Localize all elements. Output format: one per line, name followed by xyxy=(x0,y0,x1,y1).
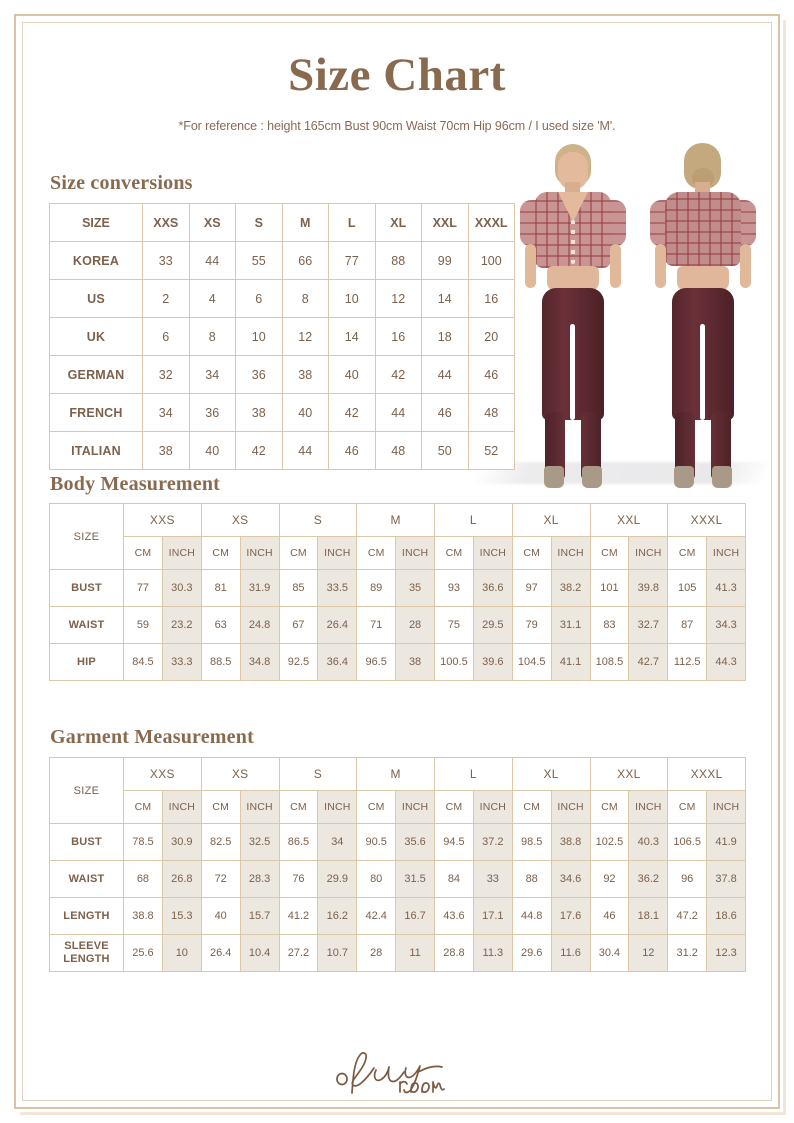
cell: 31.1 xyxy=(551,607,590,644)
forearm-left xyxy=(525,244,536,288)
cell: 24.8 xyxy=(240,607,279,644)
cell: 26.4 xyxy=(201,935,240,972)
unit-header-xxxl-inch: INCH xyxy=(707,791,746,824)
cell: 79 xyxy=(512,607,551,644)
cell: 12 xyxy=(375,280,422,318)
table-header-row-sizes xyxy=(50,504,746,537)
cell: 34 xyxy=(189,356,236,394)
cell: 38 xyxy=(282,356,329,394)
page-title: Size Chart xyxy=(288,49,506,101)
cell: 46 xyxy=(468,356,515,394)
cell: 40 xyxy=(201,898,240,935)
table-row xyxy=(50,356,515,394)
cell: 6 xyxy=(236,280,283,318)
cell: 25.6 xyxy=(124,935,163,972)
cell: 97 xyxy=(512,570,551,607)
unit-header-xxxl-cm: CM xyxy=(668,537,707,570)
cell: 59 xyxy=(124,607,163,644)
cell: 14 xyxy=(422,280,469,318)
cell: 96.5 xyxy=(357,644,396,681)
column-header-xxxl: XXXL xyxy=(668,504,746,537)
cell: 38 xyxy=(143,432,190,470)
cell: 55 xyxy=(236,242,283,280)
cell: 6 xyxy=(143,318,190,356)
unit-header-l-inch: INCH xyxy=(473,791,512,824)
cell: 11 xyxy=(396,935,435,972)
body-measurement-table xyxy=(49,503,746,681)
cell: 76 xyxy=(279,861,318,898)
unit-header-xxxl-inch: INCH xyxy=(707,537,746,570)
column-header-xxs: XXS xyxy=(124,504,202,537)
unit-header-m-inch: INCH xyxy=(396,791,435,824)
unit-header-xxs-cm: CM xyxy=(124,537,163,570)
cell: 11.6 xyxy=(551,935,590,972)
button-placket xyxy=(571,220,575,264)
cell: 88.5 xyxy=(201,644,240,681)
cell: 10.4 xyxy=(240,935,279,972)
cell: 46 xyxy=(590,898,629,935)
size-conversions-table xyxy=(49,203,515,470)
cell: 30.9 xyxy=(162,824,201,861)
cell: 92 xyxy=(590,861,629,898)
column-header-xs: XS xyxy=(201,504,279,537)
cell: 26.8 xyxy=(162,861,201,898)
column-header-m: M xyxy=(282,204,329,242)
cell: 98.5 xyxy=(512,824,551,861)
cell: 94.5 xyxy=(435,824,474,861)
cell: 33 xyxy=(473,861,512,898)
cell: 106.5 xyxy=(668,824,707,861)
unit-header-xl-cm: CM xyxy=(512,791,551,824)
table-body xyxy=(50,242,515,470)
cell: 41.9 xyxy=(707,824,746,861)
unit-header-xxl-inch: INCH xyxy=(629,537,668,570)
unit-header-xxl-inch: INCH xyxy=(629,791,668,824)
unit-header-s-cm: CM xyxy=(279,791,318,824)
cell: 36.2 xyxy=(629,861,668,898)
cell: 43.6 xyxy=(435,898,474,935)
cell: 48 xyxy=(375,432,422,470)
cell: 42.7 xyxy=(629,644,668,681)
table-row xyxy=(50,570,746,607)
cell: 33 xyxy=(143,242,190,280)
column-header-xxs: XXS xyxy=(124,758,202,791)
unit-header-l-inch: INCH xyxy=(473,537,512,570)
cell: 39.8 xyxy=(629,570,668,607)
unit-header-xxs-inch: INCH xyxy=(162,791,201,824)
cell: 89 xyxy=(357,570,396,607)
cell: 108.5 xyxy=(590,644,629,681)
column-header-xl: XL xyxy=(375,204,422,242)
cell: 40.3 xyxy=(629,824,668,861)
cell: 32.7 xyxy=(629,607,668,644)
cell: 14 xyxy=(329,318,376,356)
cell: 10 xyxy=(162,935,201,972)
cell: 39.6 xyxy=(473,644,512,681)
cell: 16 xyxy=(375,318,422,356)
row-label-french: FRENCH xyxy=(50,394,143,432)
cell: 38.8 xyxy=(551,824,590,861)
cell: 50 xyxy=(422,432,469,470)
cell: 71 xyxy=(357,607,396,644)
cell: 32 xyxy=(143,356,190,394)
cell: 93 xyxy=(435,570,474,607)
cell: 40 xyxy=(189,432,236,470)
cell: 15.3 xyxy=(162,898,201,935)
unit-header-m-cm: CM xyxy=(357,537,396,570)
cell: 87 xyxy=(668,607,707,644)
forearm-right xyxy=(610,244,621,288)
cell: 40 xyxy=(282,394,329,432)
cell: 31.5 xyxy=(396,861,435,898)
cell: 34.8 xyxy=(240,644,279,681)
cell: 38.2 xyxy=(551,570,590,607)
cell: 26.4 xyxy=(318,607,357,644)
cell: 33.5 xyxy=(318,570,357,607)
cell: 44 xyxy=(422,356,469,394)
garment-measurement-table xyxy=(49,757,746,972)
cell: 46 xyxy=(329,432,376,470)
column-header-size: SIZE xyxy=(50,504,124,570)
cell: 10 xyxy=(236,318,283,356)
cell: 18.1 xyxy=(629,898,668,935)
row-label-italian: ITALIAN xyxy=(50,432,143,470)
cell: 102.5 xyxy=(590,824,629,861)
cell: 37.8 xyxy=(707,861,746,898)
cell: 18.6 xyxy=(707,898,746,935)
cell: 37.2 xyxy=(473,824,512,861)
cell: 85 xyxy=(279,570,318,607)
unit-header-xxs-cm: CM xyxy=(124,791,163,824)
cell: 46 xyxy=(422,394,469,432)
column-header-m: M xyxy=(357,504,435,537)
shoe-right xyxy=(712,466,732,488)
cell: 99 xyxy=(422,242,469,280)
cell: 52 xyxy=(468,432,515,470)
column-header-l: L xyxy=(435,504,513,537)
column-header-xs: XS xyxy=(189,204,236,242)
cell: 84.5 xyxy=(124,644,163,681)
unit-header-xs-cm: CM xyxy=(201,537,240,570)
table-header-row-units xyxy=(50,791,746,824)
cell: 44 xyxy=(189,242,236,280)
cell: 36.6 xyxy=(473,570,512,607)
cell: 41.1 xyxy=(551,644,590,681)
cell: 100 xyxy=(468,242,515,280)
unit-header-s-cm: CM xyxy=(279,537,318,570)
row-label-korea: KOREA xyxy=(50,242,143,280)
column-header-size: SIZE xyxy=(50,758,124,824)
table-row xyxy=(50,861,746,898)
shoe-left xyxy=(674,466,694,488)
cell: 36.4 xyxy=(318,644,357,681)
unit-header-xxxl-cm: CM xyxy=(668,791,707,824)
shoe-left xyxy=(544,466,564,488)
cell: 10 xyxy=(329,280,376,318)
v-neckline xyxy=(558,192,588,222)
cell: 33.3 xyxy=(162,644,201,681)
section-heading-garment-measurement: Garment Measurement xyxy=(50,726,254,748)
unit-header-s-inch: INCH xyxy=(318,791,357,824)
cell: 66 xyxy=(282,242,329,280)
unit-header-xxl-cm: CM xyxy=(590,537,629,570)
cell: 23.2 xyxy=(162,607,201,644)
row-label-length: LENGTH xyxy=(50,898,124,935)
column-header-s: S xyxy=(279,758,357,791)
cell: 68 xyxy=(124,861,163,898)
cell: 42 xyxy=(329,394,376,432)
cell: 29.9 xyxy=(318,861,357,898)
back-model xyxy=(638,140,768,490)
unit-header-xxs-inch: INCH xyxy=(162,537,201,570)
cell: 12 xyxy=(282,318,329,356)
cell: 36 xyxy=(236,356,283,394)
cell: 17.6 xyxy=(551,898,590,935)
cell: 44 xyxy=(375,394,422,432)
cell: 78.5 xyxy=(124,824,163,861)
cell: 2 xyxy=(143,280,190,318)
cell: 28.8 xyxy=(435,935,474,972)
cell: 101 xyxy=(590,570,629,607)
cell: 44.3 xyxy=(707,644,746,681)
column-header-xl: XL xyxy=(512,504,590,537)
row-label-us: US xyxy=(50,280,143,318)
cell: 30.3 xyxy=(162,570,201,607)
row-label-hip: HIP xyxy=(50,644,124,681)
column-header-l: L xyxy=(435,758,513,791)
cell: 42 xyxy=(236,432,283,470)
cell: 82.5 xyxy=(201,824,240,861)
cell: 44.8 xyxy=(512,898,551,935)
column-header-xxl: XXL xyxy=(590,504,668,537)
cell: 34 xyxy=(318,824,357,861)
unit-header-m-inch: INCH xyxy=(396,537,435,570)
table-row xyxy=(50,898,746,935)
cell: 32.5 xyxy=(240,824,279,861)
column-header-m: M xyxy=(357,758,435,791)
cell: 36 xyxy=(189,394,236,432)
cell: 38 xyxy=(236,394,283,432)
cell: 28 xyxy=(357,935,396,972)
table-header-row-units xyxy=(50,537,746,570)
table-row xyxy=(50,242,515,280)
front-model xyxy=(508,140,638,490)
cell: 67 xyxy=(279,607,318,644)
cell: 38.8 xyxy=(124,898,163,935)
cell: 27.2 xyxy=(279,935,318,972)
cell: 77 xyxy=(329,242,376,280)
cell: 17.1 xyxy=(473,898,512,935)
column-header-xxs: XXS xyxy=(143,204,190,242)
cell: 30.4 xyxy=(590,935,629,972)
ofay-room-script-logo xyxy=(332,1048,462,1100)
forearm-right xyxy=(740,244,751,288)
cell: 48 xyxy=(468,394,515,432)
cell: 35.6 xyxy=(396,824,435,861)
cell: 44 xyxy=(282,432,329,470)
leg-gap xyxy=(570,324,575,420)
cell: 63 xyxy=(201,607,240,644)
unit-header-m-cm: CM xyxy=(357,791,396,824)
cell: 38 xyxy=(396,644,435,681)
cell: 28 xyxy=(396,607,435,644)
cell: 42.4 xyxy=(357,898,396,935)
cell: 12 xyxy=(629,935,668,972)
cell: 41.2 xyxy=(279,898,318,935)
cell: 90.5 xyxy=(357,824,396,861)
cell: 11.3 xyxy=(473,935,512,972)
cell: 86.5 xyxy=(279,824,318,861)
cell: 16 xyxy=(468,280,515,318)
unit-header-s-inch: INCH xyxy=(318,537,357,570)
cell: 75 xyxy=(435,607,474,644)
row-label-sleeve-length: SLEEVE LENGTH xyxy=(50,935,124,972)
brand-logo xyxy=(0,1048,794,1105)
table-row xyxy=(50,394,515,432)
cell: 29.6 xyxy=(512,935,551,972)
table-row xyxy=(50,280,515,318)
cell: 84 xyxy=(435,861,474,898)
column-header-s: S xyxy=(279,504,357,537)
row-label-bust: BUST xyxy=(50,824,124,861)
cell: 15.7 xyxy=(240,898,279,935)
cell: 81 xyxy=(201,570,240,607)
cell: 47.2 xyxy=(668,898,707,935)
column-header-xxxl: XXXL xyxy=(468,204,515,242)
cell: 16.2 xyxy=(318,898,357,935)
row-label-waist: WAIST xyxy=(50,607,124,644)
column-header-xxl: XXL xyxy=(590,758,668,791)
cell: 41.3 xyxy=(707,570,746,607)
table-row xyxy=(50,607,746,644)
cell: 100.5 xyxy=(435,644,474,681)
row-label-uk: UK xyxy=(50,318,143,356)
unit-header-l-cm: CM xyxy=(435,791,474,824)
unit-header-xl-inch: INCH xyxy=(551,537,590,570)
table-header-row-sizes xyxy=(50,758,746,791)
table-row xyxy=(50,644,746,681)
column-header-l: L xyxy=(329,204,376,242)
unit-header-xl-inch: INCH xyxy=(551,791,590,824)
cell: 35 xyxy=(396,570,435,607)
row-label-german: GERMAN xyxy=(50,356,143,394)
cell: 83 xyxy=(590,607,629,644)
cell: 112.5 xyxy=(668,644,707,681)
plaid-crop-top-back xyxy=(665,192,741,266)
cell: 8 xyxy=(189,318,236,356)
row-label-waist: WAIST xyxy=(50,861,124,898)
row-label-bust: BUST xyxy=(50,570,124,607)
table-row xyxy=(50,824,746,861)
cell: 29.5 xyxy=(473,607,512,644)
cell: 20 xyxy=(468,318,515,356)
cell: 88 xyxy=(512,861,551,898)
table-row xyxy=(50,432,515,470)
column-header-xxxl: XXXL xyxy=(668,758,746,791)
forearm-left xyxy=(655,244,666,288)
cell: 34.3 xyxy=(707,607,746,644)
table-body xyxy=(50,570,746,681)
cell: 96 xyxy=(668,861,707,898)
unit-header-xl-cm: CM xyxy=(512,537,551,570)
mannequin-illustration xyxy=(470,140,770,490)
shoe-right xyxy=(582,466,602,488)
column-header-xs: XS xyxy=(201,758,279,791)
unit-header-xs-inch: INCH xyxy=(240,791,279,824)
table-row xyxy=(50,318,515,356)
cell: 105 xyxy=(668,570,707,607)
unit-header-l-cm: CM xyxy=(435,537,474,570)
cell: 104.5 xyxy=(512,644,551,681)
cell: 10.7 xyxy=(318,935,357,972)
cell: 42 xyxy=(375,356,422,394)
cell: 4 xyxy=(189,280,236,318)
column-header-xxl: XXL xyxy=(422,204,469,242)
column-header-xl: XL xyxy=(512,758,590,791)
section-heading-body-measurement: Body Measurement xyxy=(50,473,221,495)
unit-header-xs-inch: INCH xyxy=(240,537,279,570)
cell: 18 xyxy=(422,318,469,356)
column-header-s: S xyxy=(236,204,283,242)
cell: 34 xyxy=(143,394,190,432)
table-row xyxy=(50,935,746,972)
cell: 31.9 xyxy=(240,570,279,607)
reference-note: *For reference : height 165cm Bust 90cm Waist 70cm Hip 96cm / I used size 'M'. xyxy=(178,119,616,133)
cell: 77 xyxy=(124,570,163,607)
cell: 12.3 xyxy=(707,935,746,972)
section-heading-size-conversions: Size conversions xyxy=(50,172,193,194)
cell: 80 xyxy=(357,861,396,898)
leg-gap xyxy=(700,324,705,420)
cell: 34.6 xyxy=(551,861,590,898)
table-body xyxy=(50,824,746,972)
cell: 72 xyxy=(201,861,240,898)
cell: 16.7 xyxy=(396,898,435,935)
cell: 31.2 xyxy=(668,935,707,972)
unit-header-xxl-cm: CM xyxy=(590,791,629,824)
cell: 40 xyxy=(329,356,376,394)
cell: 28.3 xyxy=(240,861,279,898)
cell: 8 xyxy=(282,280,329,318)
column-header-size: SIZE xyxy=(50,204,143,242)
cell: 88 xyxy=(375,242,422,280)
table-header-row xyxy=(50,204,515,242)
cell: 92.5 xyxy=(279,644,318,681)
unit-header-xs-cm: CM xyxy=(201,791,240,824)
